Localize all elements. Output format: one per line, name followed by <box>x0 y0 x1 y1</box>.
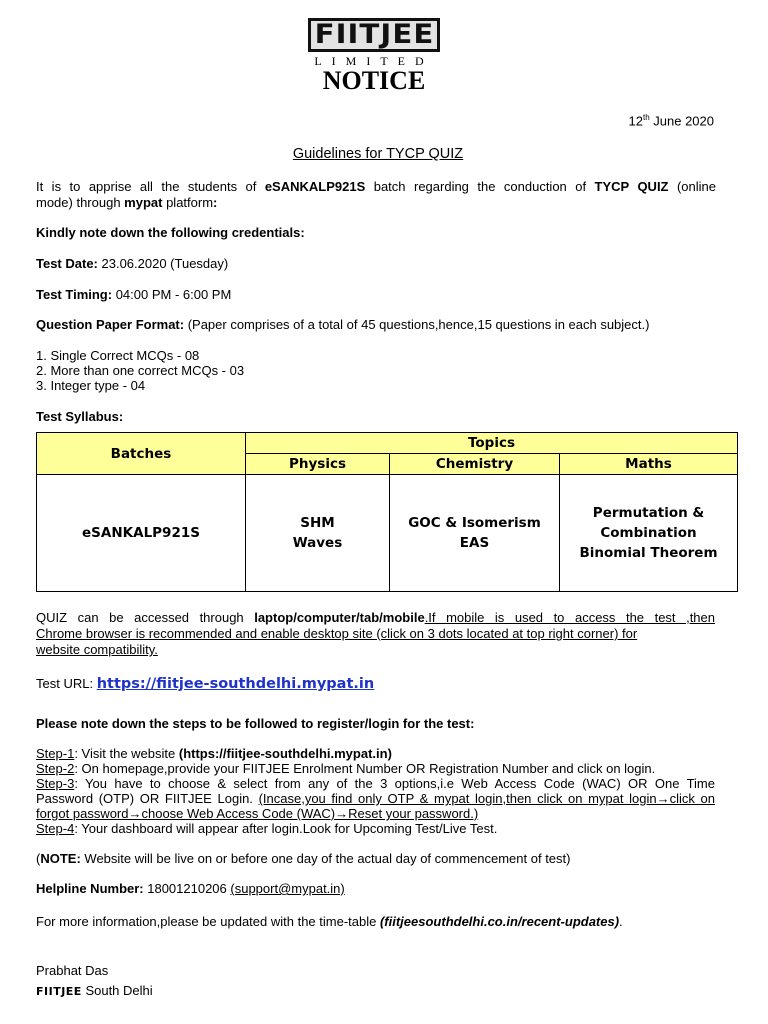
more-info-line: For more information,please be updated with the time-table (fiitjeesouthdelhi.co.in/recent-updates). <box>36 914 623 929</box>
physics-topics: SHM Waves <box>246 475 390 592</box>
test-url-link[interactable]: https://fiitjee-southdelhi.mypat.in <box>96 676 375 692</box>
access-line-2: Chrome browser is recommended and enable desktop site (click on 3 dots located at top right corner) for <box>36 626 638 641</box>
test-timing: Test Timing: 04:00 PM - 6:00 PM <box>36 287 232 302</box>
step-4: Step-4: Your dashboard will appear after login.Look for Upcoming Test/Live Test. <box>36 821 498 836</box>
credentials-heading: Kindly note down the following credentials: <box>36 225 305 240</box>
intro-line-2: mode) through mypat platform: <box>36 195 218 210</box>
notice-date: 12th June 2020 <box>628 113 714 129</box>
step-3-line-3: forgot password→choose Web Access Code (WAC)→Reset your password.) <box>36 806 479 821</box>
syllabus-table <box>36 432 738 592</box>
fiitjee-small-logo: FIITJEE <box>36 985 82 998</box>
note-line: (NOTE: Website will be live on or before one day of the actual day of commencement of test) <box>36 851 571 866</box>
notice-title: NOTICE <box>322 66 426 95</box>
chemistry-header: Chemistry <box>390 454 560 475</box>
syllabus-label: Test Syllabus: <box>36 409 124 424</box>
access-line-1: QUIZ can be accessed through laptop/computer/tab/mobile.If mobile is used to access the test ,then <box>36 610 715 625</box>
batches-header: Batches <box>37 433 246 475</box>
fiitjee-logo <box>308 18 440 52</box>
format-item: 3. Integer type - 04 <box>36 378 146 393</box>
physics-header: Physics <box>246 454 390 475</box>
format-item: 1. Single Correct MCQs - 08 <box>36 348 200 363</box>
limited-label: LIMITED <box>314 54 434 68</box>
steps-heading: Please note down the steps to be followed to register/login for the test: <box>36 716 475 731</box>
guidelines-heading: Guidelines for TYCP QUIZ <box>292 146 464 162</box>
chemistry-topics: GOC & Isomerism EAS <box>390 475 560 592</box>
signature-org: FIITJEE South Delhi <box>36 983 153 998</box>
batch-cell: eSANKALP921S <box>37 475 246 592</box>
maths-topics: Permutation & Combination Binomial Theorem <box>560 475 738 592</box>
test-url-line: Test URL: https://fiitjee-southdelhi.mypat.in <box>36 676 375 692</box>
question-paper-format: Question Paper Format: (Paper comprises of a total of 45 questions,hence,15 questions in each subject.) <box>36 317 650 332</box>
maths-header: Maths <box>560 454 738 475</box>
support-email[interactable]: (support@mypat.in) <box>230 881 345 896</box>
step-3: Step-3: You have to choose & select from any of the 3 options,i.e Web Access Code (WAC) OR One Time <box>36 776 715 791</box>
test-date: Test Date: 23.06.2020 (Tuesday) <box>36 256 229 271</box>
helpline-line: Helpline Number: 18001210206 (support@mypat.in) <box>36 881 345 896</box>
website-link[interactable]: (https://fiitjee-southdelhi.mypat.in) <box>178 746 392 761</box>
intro-line-1: It is to apprise all the students of eSANKALP921S batch regarding the conduction of TYCP QUIZ (online <box>36 179 716 194</box>
topics-header: Topics <box>246 433 738 454</box>
step-3-line-2: Password (OTP) OR FIITJEE Login. (Incase,you find only OTP & mypat login,then click on mypat login→click on <box>36 791 715 806</box>
logo-text: FIITJEE <box>314 19 434 50</box>
format-item: 2. More than one correct MCQs - 03 <box>36 363 245 378</box>
signature-name: Prabhat Das <box>36 963 109 978</box>
step-2: Step-2: On homepage,provide your FIITJEE Enrolment Number OR Registration Number and click on login. <box>36 761 656 776</box>
recent-updates-link[interactable]: (fiitjeesouthdelhi.co.in/recent-updates) <box>379 914 620 929</box>
access-line-3: website compatibility. <box>36 642 158 657</box>
step-1: Step-1: Visit the website (https://fiitjee-southdelhi.mypat.in) <box>36 746 392 761</box>
